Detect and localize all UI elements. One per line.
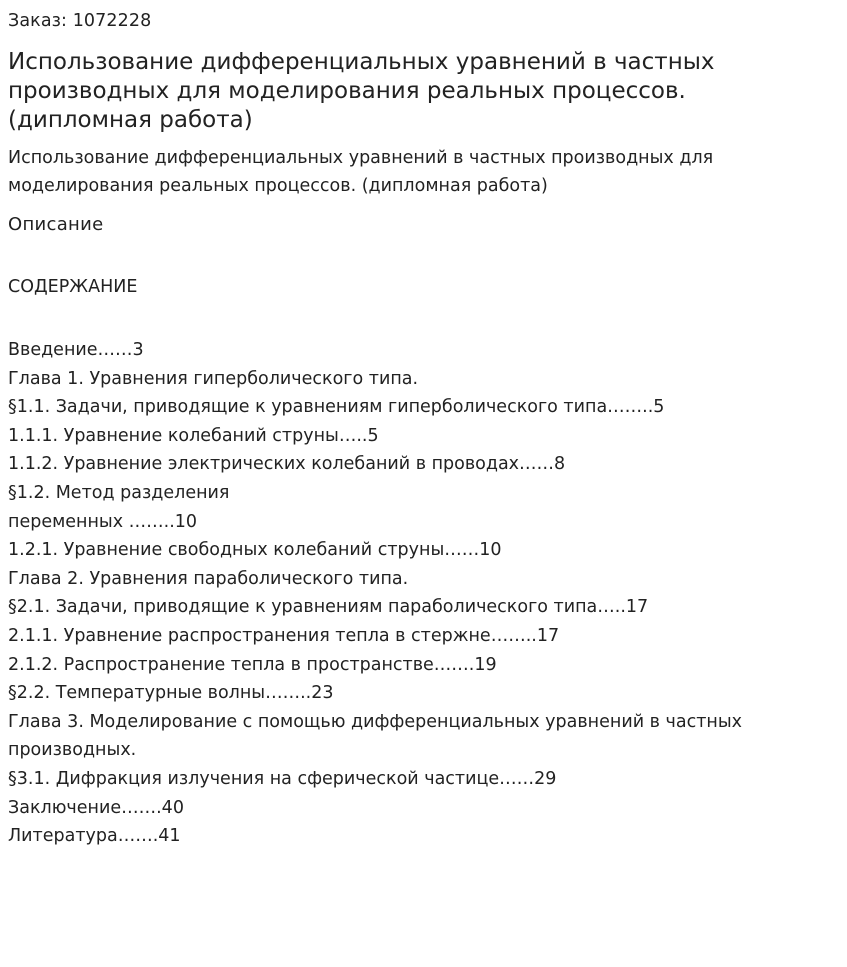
table-of-contents [8, 336, 828, 851]
page-title: Использование дифференциальных уравнений в частных производных для моделирования реальных процессов. (дипломная работа) [8, 49, 715, 133]
toc-entry: Заключение…….40 [8, 797, 184, 818]
toc-entry: Глава 2. Уравнения параболического типа. [8, 568, 409, 589]
page-subtitle: Использование дифференциальных уравнений в частных производных для моделирования реальных процессов. (дипломная работа) [8, 148, 714, 196]
toc-entry: переменных ……..10 [8, 511, 198, 532]
toc-heading: СОДЕРЖАНИЕ [8, 277, 138, 297]
toc-entry: 1.1.2. Уравнение электрических колебаний в проводах……8 [8, 454, 566, 475]
toc-entry: 1.2.1. Уравнение свободных колебаний струны……10 [8, 540, 502, 561]
toc-entry: 1.1.1. Уравнение колебаний струны…..5 [8, 425, 379, 446]
toc-entry: 2.1.2. Распространение тепла в пространстве…….19 [8, 654, 497, 675]
toc-entry: §2.2. Температурные волны……..23 [8, 683, 334, 704]
description-heading: Описание [8, 214, 104, 235]
toc-entry: §3.1. Дифракция излучения на сферической частице……29 [8, 768, 557, 789]
toc-entry: 2.1.1. Уравнение распространения тепла в стержне……..17 [8, 625, 560, 646]
toc-entry: Глава 3. Моделирование с помощью дифференциальных уравнений в частных производных. [8, 711, 743, 761]
toc-entry: §2.1. Задачи, приводящие к уравнениям параболического типа…..17 [8, 597, 649, 618]
toc-entry: §1.1. Задачи, приводящие к уравнениям гиперболического типа……..5 [8, 397, 665, 418]
toc-entry: Литература…….41 [8, 826, 181, 847]
toc-entry: §1.2. Метод разделения [8, 482, 230, 503]
order-number: Заказ: 1072228 [8, 11, 152, 31]
toc-entry: Введение……3 [8, 340, 144, 360]
toc-entry: Глава 1. Уравнения гиперболического типа. [8, 368, 419, 389]
